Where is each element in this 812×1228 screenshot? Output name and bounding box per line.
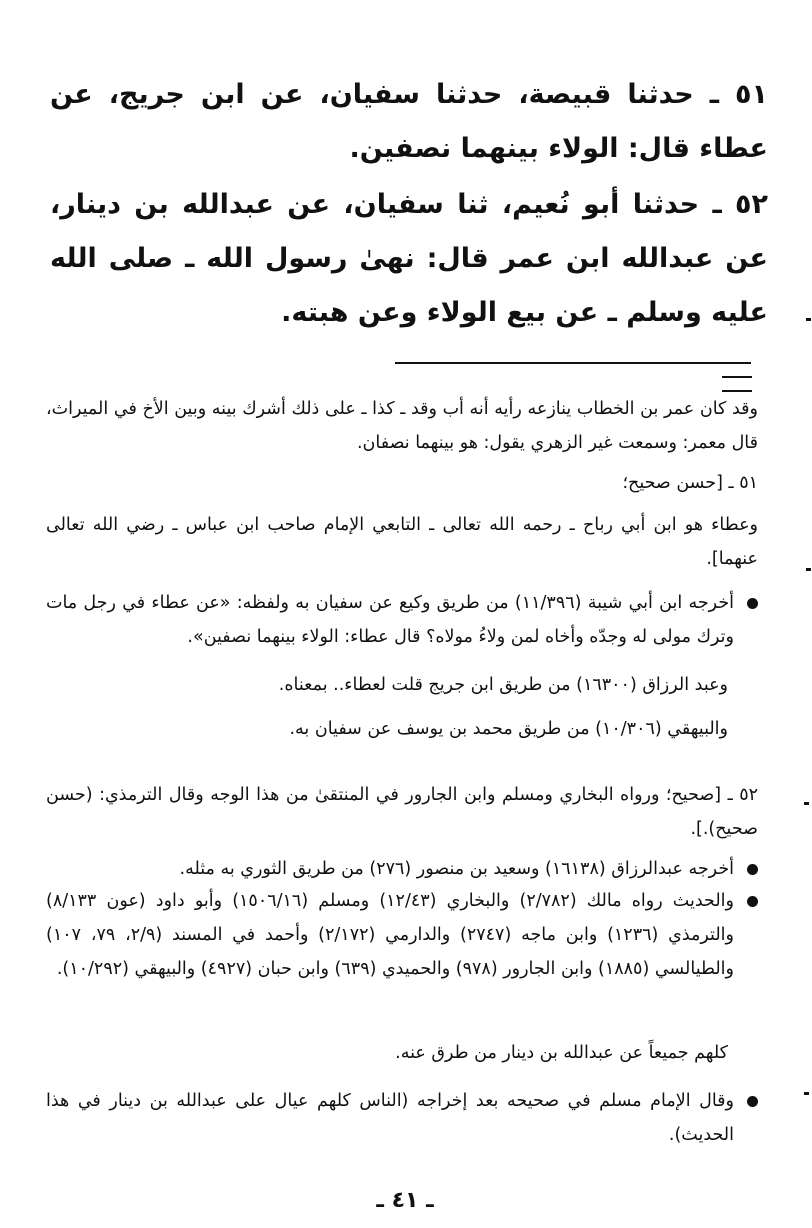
footnote-52-bullet-1-text: أخرجه عبدالرزاق (١٦١٣٨) وسعيد بن منصور (٢٧٦) من طريق الثوري به مثله. [179,859,734,879]
footnote-51-bullet-1 [46,586,758,654]
footnote-separator-rule [395,362,751,364]
footnote-52-line-3: كلهم جميعاً عن عبدالله بن دينار من طرق عنه. [395,1043,728,1063]
footnote-51-bullet-1-text: أخرجه ابن أبي شيبة (١١/٣٩٦) من طريق وكيع عن سفيان به ولفظه: «عن عطاء في رجل مات وترك مولى له وجدّه وأخاه لمن ولاءُ مولاه؟ قال عطاء: الولاء بينهما نصفين». [46,593,734,647]
footnote-continuation-mark [722,376,752,392]
footnote-carryover: وقد كان عمر بن الخطاب ينازعه رأيه أنه أب وقد ـ كذا ـ على ذلك أشرك بينه وبين الأخ في الميراث، قال معمر: وسمعت غير الزهري يقول: هو بينهما نصفان. [46,399,758,453]
footnote-52-grade: [صحيح؛ ورواه البخاري ومسلم وابن الجارور في المنتقىٰ من هذا الوجه وقال الترمذي: (حسن صحيح).]. [46,785,758,839]
hadith-52-number: ٥٢ ـ [712,189,768,220]
footnote-52-heading [46,778,758,846]
footnote-51-grade: [حسن صحيح؛ [622,473,723,493]
bullet-dot-icon [747,864,758,875]
hadith-51 [50,68,768,176]
scan-edge-mark [804,802,809,805]
footnote-52-bullet-2 [46,884,758,986]
scan-edge-mark [806,568,811,571]
scan-edge-mark [804,1092,809,1095]
hadith-52 [50,178,768,340]
bullet-dot-icon [747,1096,758,1107]
hadith-51-text: حدثنا قبيصة، حدثنا سفيان، عن ابن جريج، عن عطاء قال: الولاء بينهما نصفين. [50,79,768,164]
footnote-51-label: ٥١ ـ [728,473,758,493]
footnote-52-label: ٥٢ ـ [727,785,758,805]
footnote-52-bullet-3-text: وقال الإمام مسلم في صحيحه بعد إخراجه (الناس كلهم عيال على عبدالله بن دينار في هذا الحديث). [46,1091,734,1145]
footnote-51-line-3: والبيهقي (١٠/٣٠٦) من طريق محمد بن يوسف عن سفيان به. [289,719,728,739]
bullet-dot-icon [747,896,758,907]
hadith-51-number: ٥١ ـ [709,79,768,110]
page-number: ـ ٤١ ـ [376,1188,434,1213]
footnote-51-heading [46,466,758,500]
hadith-52-text: حدثنا أبو نُعيم، ثنا سفيان، عن عبدالله بن دينار، عن عبدالله ابن عمر قال: نهىٰ رسول الله ـ صلى الله عليه وسلم ـ عن بيع الولاء وعن هبته. [50,189,768,328]
footnote-52-bullet-1 [46,852,758,886]
footnote-51-paragraph: وعطاء هو ابن أبي رباح ـ رحمه الله تعالى ـ التابعي الإمام صاحب ابن عباس ـ رضي الله تعالى عنهما]. [46,515,758,569]
footnote-52-bullet-3 [46,1084,758,1152]
footnote-51-line-2: وعبد الرزاق (١٦٣٠٠) من طريق ابن جريج قلت لعطاء.. بمعناه. [278,675,728,695]
scan-edge-mark [806,318,811,321]
footnote-52-bullet-2-text: والحديث رواه مالك (٢/٧٨٢) والبخاري (١٢/٤٣) ومسلم (١٥٠٦/١٦) وأبو داود (عون ٨/١٣٣) والترمذي (١٢٣٦) وابن ماجه (٢٧٤٧) والدارمي (٢/١٧٢) وأحمد في المسند (٢/٩، ٧٩، ١٠٧) والطيالسي (١٨٨٥) وابن الجارور (٩٧٨) والحميدي (٦٣٩) وابن حبان (٤٩٢٧) والبيهقي (١٠/٢٩٢). [46,891,734,979]
bullet-dot-icon [747,598,758,609]
